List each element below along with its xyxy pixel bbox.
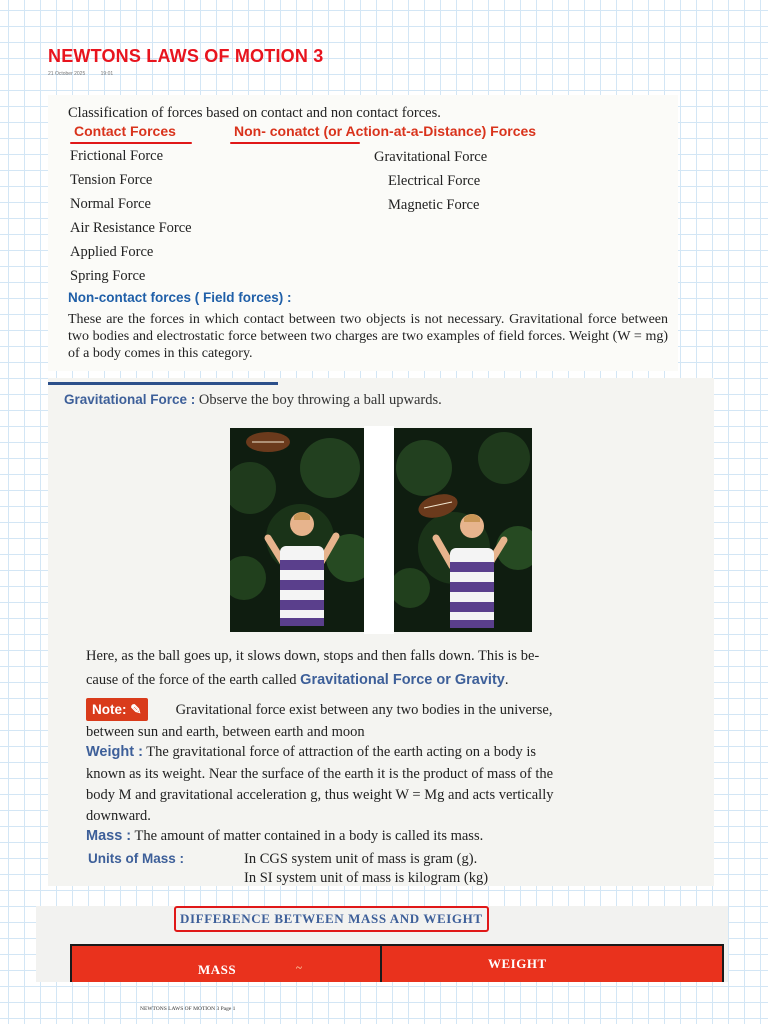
pencil-icon: ✎ bbox=[130, 702, 142, 717]
page-time: 19:01 bbox=[100, 71, 114, 77]
gravity-term: Gravitational Force or Gravity bbox=[300, 672, 505, 688]
classification-intro: Classification of forces based on contact and non contact forces. bbox=[68, 105, 441, 121]
weight-line-2: known as its weight. Near the surface of the earth it is the product of mass of the bbox=[86, 766, 554, 782]
list-item: Spring Force bbox=[70, 268, 146, 284]
units-label: Units of Mass : bbox=[88, 851, 185, 866]
units-cgs: In CGS system unit of mass is gram (g). bbox=[244, 851, 478, 867]
weight-line-4: downward. bbox=[86, 808, 151, 824]
weight-line-1 bbox=[86, 742, 536, 763]
mass-label: Mass : bbox=[86, 828, 132, 844]
ball-paragraph-end: . bbox=[504, 672, 509, 688]
note-line-1 bbox=[86, 698, 552, 721]
column-divider bbox=[380, 946, 382, 982]
ball-paragraph-line-2 bbox=[86, 670, 508, 691]
weight-line-3: body M and gravitational acceleration g, thus weight W = Mg and acts vertically bbox=[86, 787, 554, 803]
difference-table-image bbox=[36, 906, 728, 982]
gravitational-force-image bbox=[48, 378, 714, 886]
page-title: NEWTONS LAWS OF MOTION 3 bbox=[48, 46, 324, 66]
noncontact-underline bbox=[230, 142, 360, 144]
list-item: Applied Force bbox=[70, 244, 154, 260]
mass-column-header: MASS bbox=[198, 962, 237, 977]
note-badge bbox=[86, 698, 148, 721]
page-meta bbox=[48, 71, 323, 77]
difference-table-header bbox=[70, 944, 724, 982]
contact-forces-heading: Contact Forces bbox=[74, 123, 176, 139]
field-forces-heading: Non-contact forces ( Field forces) : bbox=[68, 290, 292, 305]
weight-column-header: WEIGHT bbox=[488, 956, 547, 971]
mass-line bbox=[86, 826, 483, 847]
scribble-mark: ~ bbox=[296, 962, 302, 974]
units-line-2: In SI system unit of mass is kilogram (kg) bbox=[244, 870, 489, 886]
page-footer: NEWTONS LAWS OF MOTION 3 Page 1 bbox=[140, 1006, 236, 1012]
field-forces-text: These are the forces in which contact between two objects is not necessary. Gravitational force between two bodies and electrostatic force between two charges are two examples of field forces. Weight (W = mg) of a body comes in this category. bbox=[68, 312, 668, 361]
page-date: 21 October 2025 bbox=[48, 71, 86, 77]
ball-paragraph-text: Here, as the ball goes up, it slows down, stops and then falls down. This is be- bbox=[86, 648, 540, 664]
weight-label: Weight : bbox=[86, 744, 143, 760]
note-text: Gravitational force exist between any two bodies in the universe, bbox=[175, 702, 553, 718]
gravitational-force-text: Observe the boy throwing a ball upwards. bbox=[198, 392, 442, 408]
units-line-1 bbox=[88, 848, 477, 870]
boy-ball-illustration bbox=[394, 428, 532, 632]
list-item: Tension Force bbox=[70, 172, 153, 188]
boy-throwing-ball-photo-1 bbox=[230, 428, 364, 632]
contact-forces-list bbox=[70, 144, 192, 288]
classification-image bbox=[48, 95, 678, 371]
section-rule bbox=[48, 382, 278, 385]
note-label: Note: bbox=[92, 702, 127, 717]
list-item: Magnetic Force bbox=[388, 197, 480, 213]
note-line-2: between sun and earth, between earth and moon bbox=[86, 724, 365, 740]
list-item: Gravitational Force bbox=[374, 149, 488, 165]
boy-throwing-ball-photo-2 bbox=[394, 428, 532, 632]
mass-text: The amount of matter contained in a body is called its mass. bbox=[131, 828, 484, 844]
list-item: Normal Force bbox=[70, 196, 151, 212]
list-item: Electrical Force bbox=[388, 173, 481, 189]
gravitational-force-label: Gravitational Force : bbox=[64, 392, 196, 407]
photo-divider bbox=[364, 426, 394, 634]
list-item: Air Resistance Force bbox=[70, 220, 192, 236]
ball-paragraph-line-1 bbox=[86, 646, 539, 667]
boy-ball-illustration bbox=[230, 428, 364, 632]
page-header bbox=[48, 46, 323, 77]
difference-title: DIFFERENCE BETWEEN MASS AND WEIGHT bbox=[174, 906, 489, 932]
weight-text: The gravitational force of attraction of the earth acting on a body is bbox=[142, 744, 537, 760]
noncontact-forces-list bbox=[374, 145, 487, 217]
ball-paragraph-text: cause of the force of the earth called bbox=[86, 672, 301, 688]
noncontact-forces-heading: Non- conatct (or Action-at-a-Distance) Forces bbox=[234, 123, 537, 139]
list-item: Frictional Force bbox=[70, 148, 164, 164]
gravitational-force-line bbox=[64, 392, 442, 409]
